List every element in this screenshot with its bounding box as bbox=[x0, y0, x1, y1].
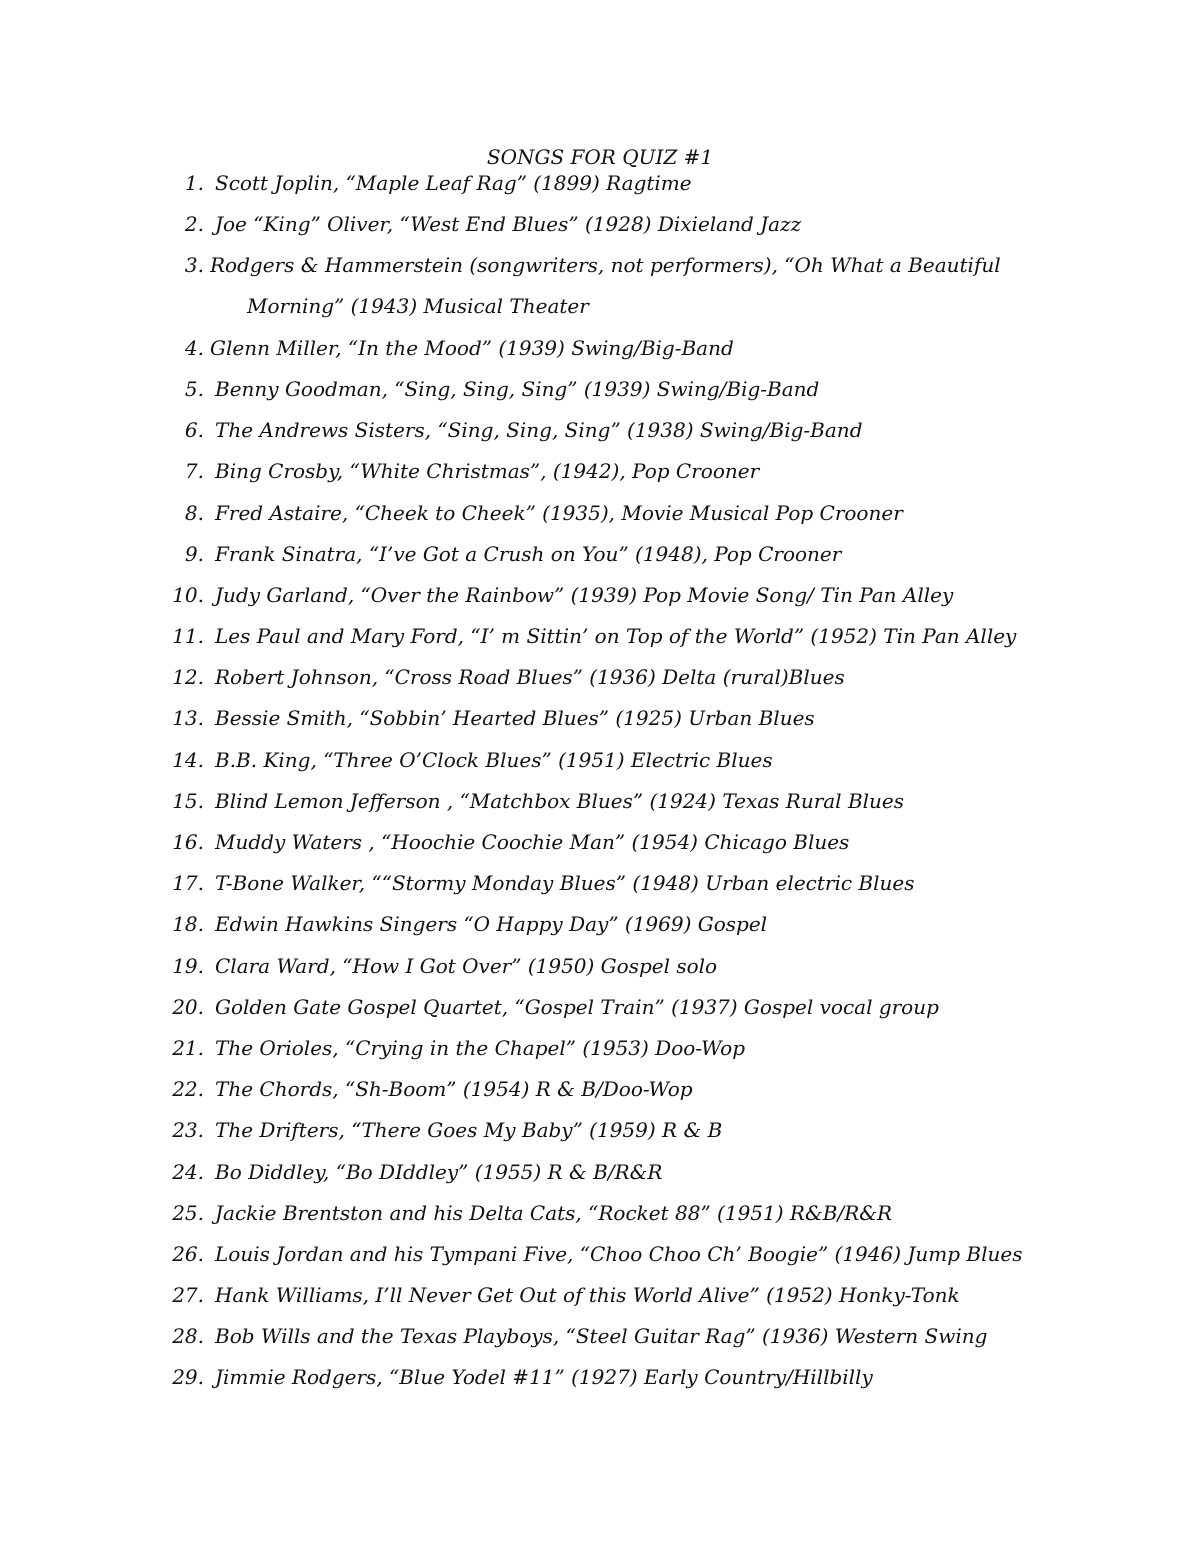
song-item-10 bbox=[0, 582, 1200, 623]
song-item-27 bbox=[0, 1282, 1200, 1323]
item-text: Edwin Hawkins Singers “O Happy Day” (1969) Gospel bbox=[215, 912, 768, 937]
item-number: 29. bbox=[172, 1365, 204, 1390]
item-text: Glenn Miller, “In the Mood” (1939) Swing/Big-Band bbox=[210, 335, 734, 360]
song-item-4 bbox=[0, 335, 1200, 376]
item-number: 9. bbox=[184, 541, 204, 566]
item-number: 7. bbox=[184, 459, 204, 484]
item-text: Bessie Smith, “Sobbin’ Hearted Blues” (1925) Urban Blues bbox=[215, 706, 815, 731]
item-text: Judy Garland, “Over the Rainbow” (1939) Pop Movie Song/ Tin Pan Alley bbox=[215, 582, 954, 607]
item-text: Hank Williams, I’ll Never Get Out of this World Alive” (1952) Honky-Tonk bbox=[215, 1283, 960, 1308]
item-number: 26. bbox=[172, 1241, 204, 1266]
song-item-16 bbox=[0, 829, 1200, 870]
item-text: Muddy Waters , “Hoochie Coochie Man” (1954) Chicago Blues bbox=[215, 830, 850, 855]
item-number: 25. bbox=[172, 1200, 204, 1225]
song-item-6 bbox=[0, 417, 1200, 458]
item-text: Les Paul and Mary Ford, “I’ m Sittin’ on Top of the World” (1952) Tin Pan Alley bbox=[215, 624, 1017, 649]
item-text: Louis Jordan and his Tympani Five, “Choo Choo Ch’ Boogie” (1946) Jump Blues bbox=[215, 1241, 1023, 1266]
item-number: 28. bbox=[172, 1324, 204, 1349]
item-number: 6. bbox=[184, 418, 204, 443]
song-item-25 bbox=[0, 1200, 1200, 1241]
song-item-1 bbox=[0, 170, 1200, 211]
item-number: 1. bbox=[184, 171, 204, 195]
song-item-7 bbox=[0, 458, 1200, 499]
item-number: 14. bbox=[172, 747, 204, 772]
item-number: 16. bbox=[172, 830, 204, 855]
item-text: The Andrews Sisters, “Sing, Sing, Sing” (1938) Swing/Big-Band bbox=[215, 418, 863, 443]
song-item-15 bbox=[0, 788, 1200, 829]
item-text: T-Bone Walker, ““Stormy Monday Blues” (1948) Urban electric Blues bbox=[215, 871, 915, 896]
item-text: Scott Joplin, “Maple Leaf Rag” (1899) Ragtime bbox=[215, 171, 692, 195]
item-number: 27. bbox=[172, 1283, 204, 1308]
song-item-17 bbox=[0, 870, 1200, 911]
item-number: 11. bbox=[172, 624, 204, 649]
item-text: Bing Crosby, “White Christmas”, (1942), Pop Crooner bbox=[215, 459, 760, 484]
item-number: 4. bbox=[184, 335, 204, 360]
item-number: 24. bbox=[172, 1159, 204, 1184]
item-text: The Drifters, “There Goes My Baby” (1959) R & B bbox=[215, 1118, 723, 1143]
item-number: 8. bbox=[184, 500, 204, 525]
song-item-19 bbox=[0, 953, 1200, 994]
song-item-20 bbox=[0, 994, 1200, 1035]
item-text: Bo Diddley, “Bo DIddley” (1955) R & B/R&R bbox=[215, 1159, 663, 1184]
song-item-9 bbox=[0, 541, 1200, 582]
item-number: 17. bbox=[172, 871, 204, 896]
item-number: 5. bbox=[184, 376, 204, 401]
song-item-24 bbox=[0, 1159, 1200, 1200]
item-number: 3. bbox=[184, 253, 204, 278]
item-text: Fred Astaire, “Cheek to Cheek” (1935), Movie Musical Pop Crooner bbox=[215, 500, 903, 525]
song-item-28 bbox=[0, 1323, 1200, 1364]
song-item-5 bbox=[0, 376, 1200, 417]
song-item-3 bbox=[0, 252, 1200, 334]
item-text-continuation: Morning” (1943) Musical Theater bbox=[247, 294, 589, 319]
song-item-8 bbox=[0, 500, 1200, 541]
item-number: 15. bbox=[172, 788, 204, 813]
item-text: Robert Johnson, “Cross Road Blues” (1936) Delta (rural)Blues bbox=[215, 665, 845, 690]
item-text: The Orioles, “Crying in the Chapel” (1953) Doo-Wop bbox=[215, 1035, 745, 1060]
song-item-13 bbox=[0, 705, 1200, 746]
item-number: 21. bbox=[172, 1035, 204, 1060]
song-item-2 bbox=[0, 211, 1200, 252]
item-text: Golden Gate Gospel Quartet, “Gospel Train” (1937) Gospel vocal group bbox=[215, 994, 939, 1019]
song-item-14 bbox=[0, 747, 1200, 788]
item-number: 23. bbox=[172, 1118, 204, 1143]
item-number: 22. bbox=[172, 1077, 204, 1102]
item-text: Rodgers & Hammerstein (songwriters, not performers), “Oh What a Beautiful bbox=[210, 253, 1001, 278]
item-text: B.B. King, “Three O’Clock Blues” (1951) Electric Blues bbox=[215, 747, 773, 772]
item-text: Blind Lemon Jefferson , “Matchbox Blues” (1924) Texas Rural Blues bbox=[215, 788, 905, 813]
item-text: Benny Goodman, “Sing, Sing, Sing” (1939) Swing/Big-Band bbox=[215, 376, 820, 401]
song-item-22 bbox=[0, 1076, 1200, 1117]
song-list bbox=[0, 170, 1200, 1406]
song-item-21 bbox=[0, 1035, 1200, 1076]
item-number: 18. bbox=[172, 912, 204, 937]
item-number: 10. bbox=[172, 582, 204, 607]
song-item-18 bbox=[0, 911, 1200, 952]
item-text: The Chords, “Sh-Boom” (1954) R & B/Doo-Wop bbox=[215, 1077, 693, 1102]
item-text: Jackie Brentston and his Delta Cats, “Rocket 88” (1951) R&B/R&R bbox=[215, 1200, 893, 1225]
item-number: 2. bbox=[184, 212, 204, 237]
item-number: 19. bbox=[172, 953, 204, 978]
song-item-29 bbox=[0, 1364, 1200, 1405]
item-text: Clara Ward, “How I Got Over” (1950) Gospel solo bbox=[215, 953, 718, 978]
song-item-11 bbox=[0, 623, 1200, 664]
song-item-23 bbox=[0, 1117, 1200, 1158]
item-text: Bob Wills and the Texas Playboys, “Steel Guitar Rag” (1936) Western Swing bbox=[215, 1324, 988, 1349]
song-item-12 bbox=[0, 664, 1200, 705]
item-text: Joe “King” Oliver, “West End Blues” (1928) Dixieland Jazz bbox=[215, 212, 802, 237]
item-text: Frank Sinatra, “I’ve Got a Crush on You” (1948), Pop Crooner bbox=[215, 541, 842, 566]
item-number: 20. bbox=[172, 994, 204, 1019]
page-title: SONGS FOR QUIZ #1 bbox=[486, 145, 714, 169]
item-number: 13. bbox=[172, 706, 204, 731]
song-item-26 bbox=[0, 1241, 1200, 1282]
item-number: 12. bbox=[172, 665, 204, 690]
item-text: Jimmie Rodgers, “Blue Yodel #11” (1927) Early Country/Hillbilly bbox=[215, 1365, 873, 1390]
